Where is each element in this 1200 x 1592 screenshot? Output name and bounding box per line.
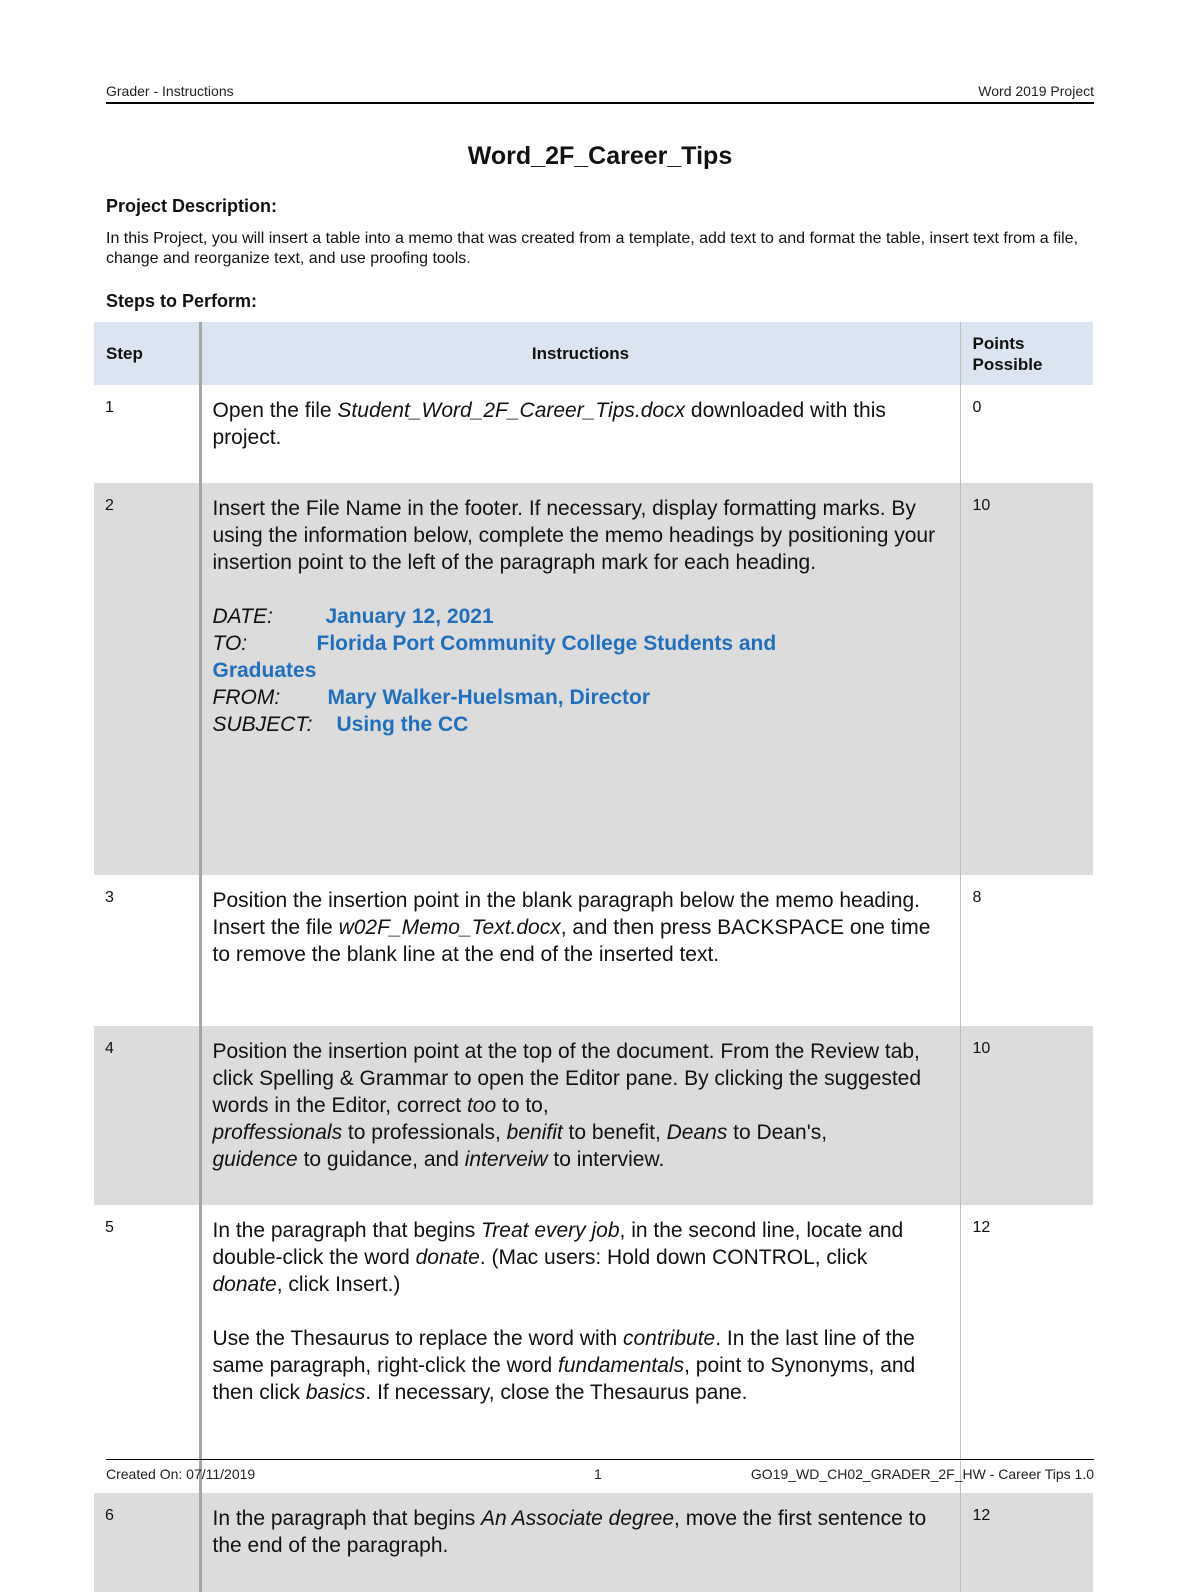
step-number: 3 bbox=[94, 875, 200, 1026]
memo-date-key: DATE: bbox=[212, 605, 273, 628]
table-row bbox=[94, 385, 1093, 483]
memo-from-value: Mary Walker-Huelsman, Director bbox=[327, 686, 650, 709]
text-run: , click Insert.) bbox=[276, 1273, 401, 1296]
misspelled-word: too bbox=[466, 1094, 497, 1117]
misspelled-word: guidence bbox=[212, 1148, 298, 1171]
memo-date-line bbox=[213, 603, 942, 630]
memo-subject-value: Using the CC bbox=[336, 713, 469, 736]
footer-page-number: 1 bbox=[594, 1466, 602, 1482]
footer-created-on: Created On: 07/11/2019 bbox=[106, 1466, 256, 1482]
memo-to-line-2 bbox=[213, 657, 942, 684]
text-run: Position the insertion point at the top of the document. From the Review tab, click Spelling & Grammar to open the Editor pane. By clicking the suggested words in the Editor, correct bbox=[212, 1040, 922, 1117]
table-row bbox=[94, 1026, 1093, 1205]
table-row bbox=[94, 1493, 1093, 1592]
step-number: 5 bbox=[94, 1205, 200, 1493]
text-run: , move the first sentence to the end of the paragraph. bbox=[212, 1507, 927, 1557]
page-footer bbox=[106, 1466, 1094, 1486]
steps-label: Steps to Perform: bbox=[106, 291, 258, 311]
text-run: . (Mac users: Hold down CONTROL, click bbox=[479, 1246, 868, 1269]
misspelled-word: Deans bbox=[666, 1121, 728, 1144]
text-run: . In the last line of the same paragraph, right-click the word bbox=[212, 1327, 915, 1377]
italic-text: An Associate degree bbox=[481, 1507, 675, 1530]
text-run: . If necessary, close the Thesaurus pane. bbox=[365, 1381, 748, 1404]
header-instructions: Instructions bbox=[200, 322, 960, 385]
memo-to-value: Florida Port Community College Students and bbox=[316, 632, 777, 655]
header-right: Word 2019 Project bbox=[978, 83, 1094, 99]
memo-to-line bbox=[213, 630, 942, 657]
table-header-row bbox=[94, 322, 1093, 385]
text-run: downloaded with this project. bbox=[212, 399, 886, 449]
italic-text: donate bbox=[212, 1273, 277, 1296]
filename-text: Student_Word_2F_Career_Tips.docx bbox=[337, 399, 686, 422]
table-row bbox=[94, 875, 1093, 1026]
memo-subject-line bbox=[213, 711, 942, 738]
misspelled-word: proffessionals bbox=[212, 1121, 343, 1144]
instruction-paragraph: Insert the File Name in the footer. If necessary, display formatting marks. By using the information below, complete the memo headings by positioning your insertion point to the left of the paragraph mark for each heading. bbox=[212, 497, 936, 574]
header-points-line1: Points bbox=[972, 333, 1025, 353]
text-run: Position the insertion point in the blank paragraph below the memo heading. Insert the file bbox=[212, 889, 920, 939]
document-title: Word_2F_Career_Tips bbox=[467, 142, 733, 170]
filename-text: w02F_Memo_Text.docx bbox=[338, 916, 561, 939]
memo-from-line bbox=[213, 684, 942, 711]
step-instructions bbox=[200, 875, 960, 1026]
step-number: 1 bbox=[94, 385, 200, 483]
memo-to-value-2: Graduates bbox=[212, 659, 317, 682]
header-rule bbox=[106, 102, 1094, 104]
memo-date-value: January 12, 2021 bbox=[325, 605, 494, 628]
text-run: In the paragraph that begins bbox=[212, 1507, 482, 1530]
italic-text: fundamentals bbox=[558, 1354, 685, 1377]
header-step: Step bbox=[94, 322, 200, 385]
text-run: to professionals, bbox=[342, 1121, 507, 1144]
text-run: to interview. bbox=[547, 1148, 665, 1171]
project-description-label: Project Description: bbox=[106, 196, 278, 216]
text-run: to to, bbox=[496, 1094, 549, 1117]
project-description: In this Project, you will insert a table into a memo that was created from a template, add text to and format the table, insert text from a file, change and reorganize text, and use proofing tools. bbox=[106, 230, 1079, 267]
table-row bbox=[94, 1205, 1093, 1493]
page-header bbox=[106, 83, 1094, 103]
step-instructions bbox=[200, 385, 960, 483]
header-points-line2: Possible bbox=[972, 354, 1043, 374]
step-instructions bbox=[200, 1026, 960, 1205]
step-instructions bbox=[200, 1493, 960, 1592]
memo-from-key: FROM: bbox=[212, 686, 281, 709]
step-points: 12 bbox=[972, 1219, 991, 1236]
text-run: Open the file bbox=[212, 399, 338, 422]
misspelled-word: interveiw bbox=[464, 1148, 548, 1171]
steps-table bbox=[94, 322, 1093, 1592]
instruction-paragraph bbox=[213, 1217, 942, 1298]
misspelled-word: benifit bbox=[506, 1121, 563, 1144]
text-run: to guidance, and bbox=[297, 1148, 465, 1171]
italic-text: basics bbox=[305, 1381, 366, 1404]
step-instructions bbox=[200, 1205, 960, 1493]
text-run: , point to Synonyms, and then click bbox=[212, 1354, 916, 1404]
text-run: In the paragraph that begins bbox=[212, 1219, 482, 1242]
step-number: 2 bbox=[94, 483, 200, 875]
italic-text: donate bbox=[415, 1246, 480, 1269]
memo-subject-key: SUBJECT: bbox=[212, 713, 313, 736]
step-points: 10 bbox=[960, 1026, 1093, 1205]
text-run: , and then press BACKSPACE one time to remove the blank line at the end of the inserted text. bbox=[212, 916, 931, 966]
italic-text: contribute bbox=[623, 1327, 716, 1350]
step-number: 4 bbox=[94, 1026, 200, 1205]
step-points: 12 bbox=[960, 1493, 1093, 1592]
header-left: Grader - Instructions bbox=[106, 83, 234, 99]
step-instructions bbox=[200, 483, 960, 875]
step-points: 0 bbox=[972, 399, 982, 416]
step-points: 10 bbox=[960, 483, 1093, 875]
step-number: 6 bbox=[94, 1493, 200, 1592]
header-points bbox=[960, 322, 1093, 385]
footer-rule bbox=[106, 1459, 1094, 1460]
text-run: , in the second line, locate and double-click the word bbox=[212, 1219, 904, 1269]
memo-to-key: TO: bbox=[212, 632, 248, 655]
step-points: 8 bbox=[972, 889, 982, 906]
text-run: to benefit, bbox=[562, 1121, 667, 1144]
instruction-paragraph bbox=[213, 1325, 942, 1406]
text-run: to Dean's, bbox=[727, 1121, 828, 1144]
table-row bbox=[94, 483, 1093, 875]
text-run: Use the Thesaurus to replace the word with bbox=[212, 1327, 623, 1350]
footer-file-id: GO19_WD_CH02_GRADER_2F_HW - Career Tips 1.0 bbox=[750, 1466, 1094, 1482]
italic-text: Treat every job bbox=[481, 1219, 620, 1242]
